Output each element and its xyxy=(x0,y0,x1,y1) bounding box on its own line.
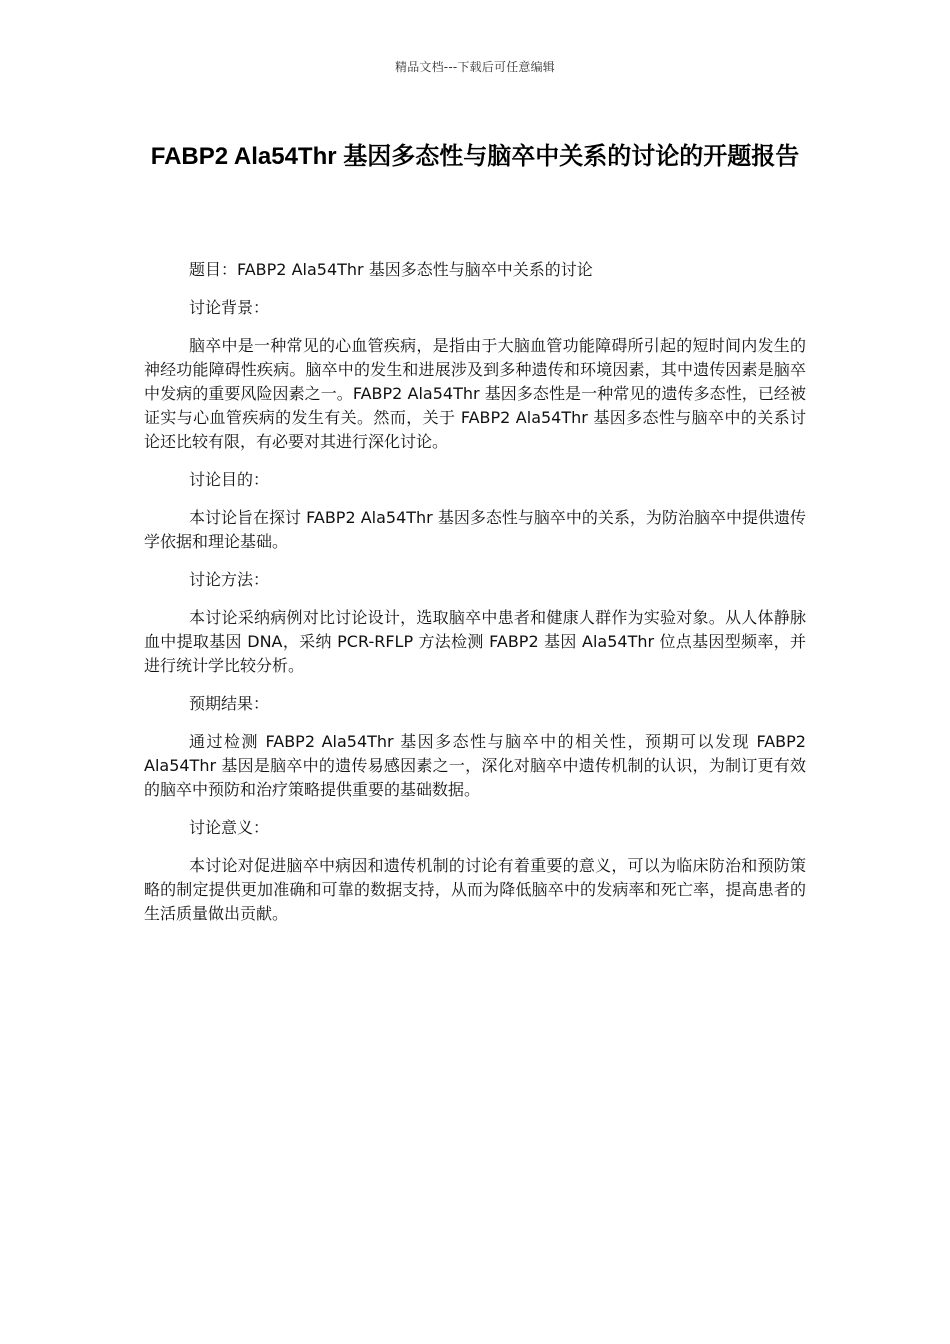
section-heading-background: 讨论背景： xyxy=(189,298,270,317)
header-note: 精品文档---下载后可任意编辑 xyxy=(395,60,555,74)
document-title: FABP2 Ala54Thr 基因多态性与脑卒中关系的讨论的开题报告 xyxy=(150,143,800,170)
section-heading-expected-results: 预期结果： xyxy=(189,694,270,713)
section-body-background: 脑卒中是一种常见的心血管疾病，是指由于大脑血管功能障碍所引起的短时间内发生的神经功能障碍性疾病。脑卒中的发生和进展涉及到多种遗传和环境因素，其中遗传因素是脑卒中发病的重要风险因素之一。FABP2 Ala54Thr 基因多态性是一种常见的遗传多态性，已经被证实与心血管疾病的发生有关。然而，关于 FABP2 Ala54Thr 基因多态性与脑卒中的关系讨论还比较有限，有必要对其进行深化讨论。 xyxy=(144,336,806,451)
section-body-purpose: 本讨论旨在探讨 FABP2 Ala54Thr 基因多态性与脑卒中的关系，为防治脑卒中提供遗传学依据和理论基础。 xyxy=(144,508,806,551)
section-body-methods: 本讨论采纳病例对比讨论设计，选取脑卒中患者和健康人群作为实验对象。从人体静脉血中提取基因 DNA，采纳 PCR-RFLP 方法检测 FABP2 基因 Ala54Thr 位点基因型频率，并进行统计学比较分析。 xyxy=(144,608,806,675)
section-heading-methods: 讨论方法： xyxy=(189,570,270,589)
section-body-expected-results: 通过检测 FABP2 Ala54Thr 基因多态性与脑卒中的相关性，预期可以发现 FABP2 Ala54Thr 基因是脑卒中的遗传易感因素之一，深化对脑卒中遗传机制的认识，为制订更有效的脑卒中预防和治疗策略提供重要的基础数据。 xyxy=(144,732,806,799)
section-heading-purpose: 讨论目的： xyxy=(189,470,270,489)
section-heading-significance: 讨论意义： xyxy=(189,818,270,837)
document-body xyxy=(144,258,806,940)
section-body-significance: 本讨论对促进脑卒中病因和遗传机制的讨论有着重要的意义，可以为临床防治和预防策略的制定提供更加准确和可靠的数据支持，从而为降低脑卒中的发病率和死亡率，提高患者的生活质量做出贡献。 xyxy=(144,856,806,923)
topic-line: 题目：FABP2 Ala54Thr 基因多态性与脑卒中关系的讨论 xyxy=(189,260,593,279)
